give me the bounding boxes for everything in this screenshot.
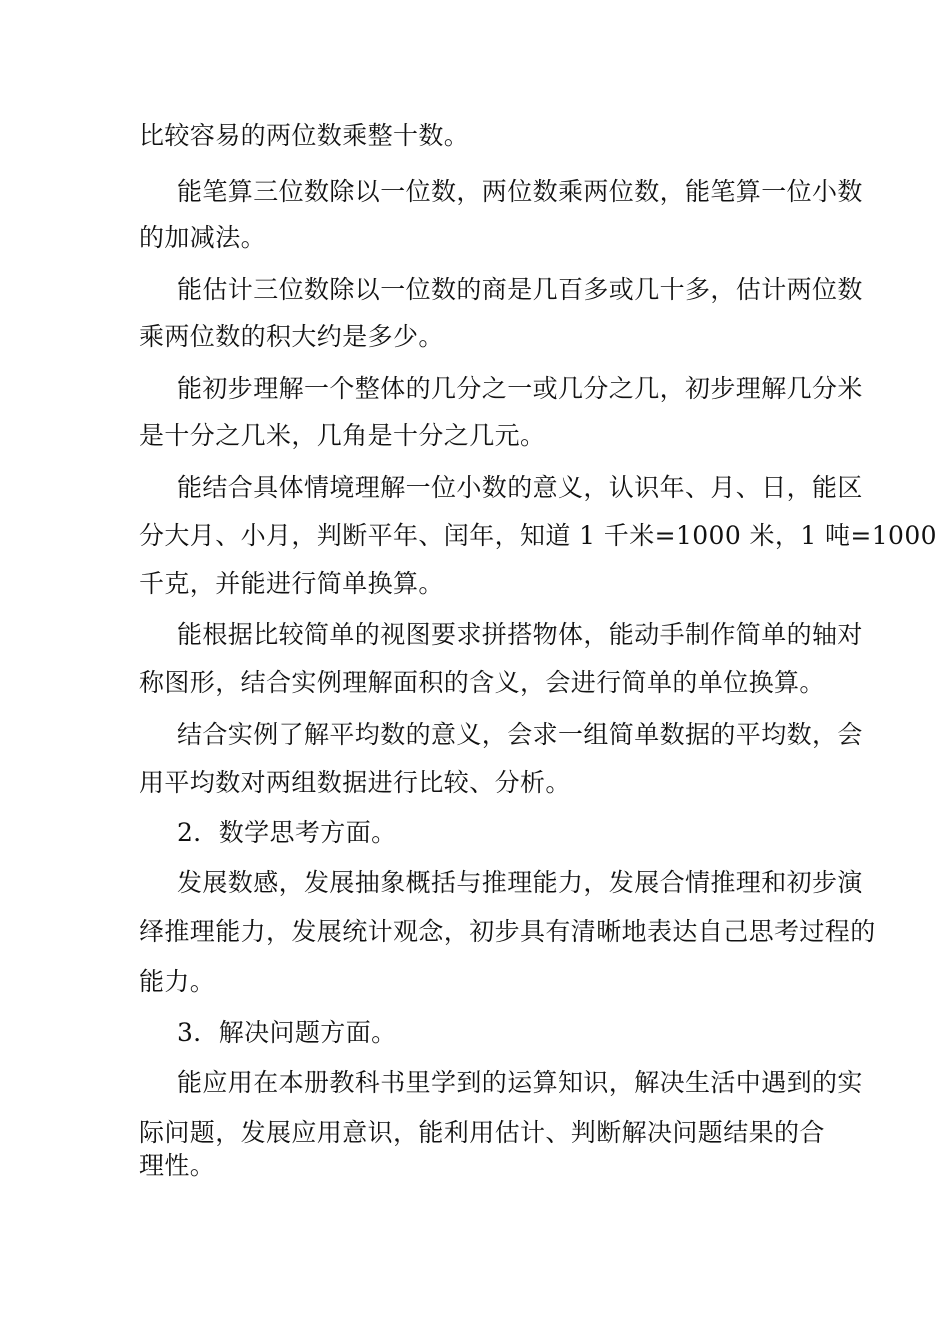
paragraph-line: 能初步理解一个整体的几分之一或几分之几，初步理解几分米 (177, 374, 863, 403)
text-line: 是十分之几米，几角是十分之几元。 (139, 421, 546, 450)
paragraph-line: 能结合具体情境理解一位小数的意义，认识年、月、日，能区 (177, 473, 863, 502)
text-line: 用平均数对两组数据进行比较、分析。 (139, 768, 571, 797)
text-line: 能力。 (139, 967, 216, 996)
text-line: 乘两位数的积大约是多少。 (139, 322, 444, 351)
paragraph-line: 能根据比较简单的视图要求拼搭物体，能动手制作简单的轴对 (177, 620, 863, 649)
paragraph-line: 结合实例了解平均数的意义，会求一组简单数据的平均数，会 (177, 720, 863, 749)
paragraph-line: 能应用在本册教科书里学到的运算知识，解决生活中遇到的实 (177, 1068, 863, 1097)
text-line: 际问题，发展应用意识，能利用估计、判断解决问题结果的合 (139, 1118, 825, 1147)
section-heading: 3．解决问题方面。 (177, 1018, 397, 1047)
section-heading: 2．数学思考方面。 (177, 818, 397, 847)
text-line: 比较容易的两位数乘整十数。 (139, 121, 470, 150)
paragraph-line: 能笔算三位数除以一位数，两位数乘两位数，能笔算一位小数 (177, 177, 863, 206)
text-line: 千克，并能进行简单换算。 (139, 569, 444, 598)
paragraph-line: 发展数感，发展抽象概括与推理能力，发展合情推理和初步演 (177, 868, 863, 897)
paragraph-line: 能估计三位数除以一位数的商是几百多或几十多，估计两位数 (177, 275, 863, 304)
text-line: 理性。 (139, 1151, 216, 1180)
text-line: 绎推理能力，发展统计观念，初步具有清晰地表达自己思考过程的 (139, 917, 876, 946)
text-line: 称图形，结合实例理解面积的含义，会进行简单的单位换算。 (139, 668, 825, 697)
text-line: 的加减法。 (139, 223, 267, 252)
text-line: 分大月、小月，判断平年、闰年，知道 1 千米=1000 米，1 吨=1000 (139, 521, 937, 550)
